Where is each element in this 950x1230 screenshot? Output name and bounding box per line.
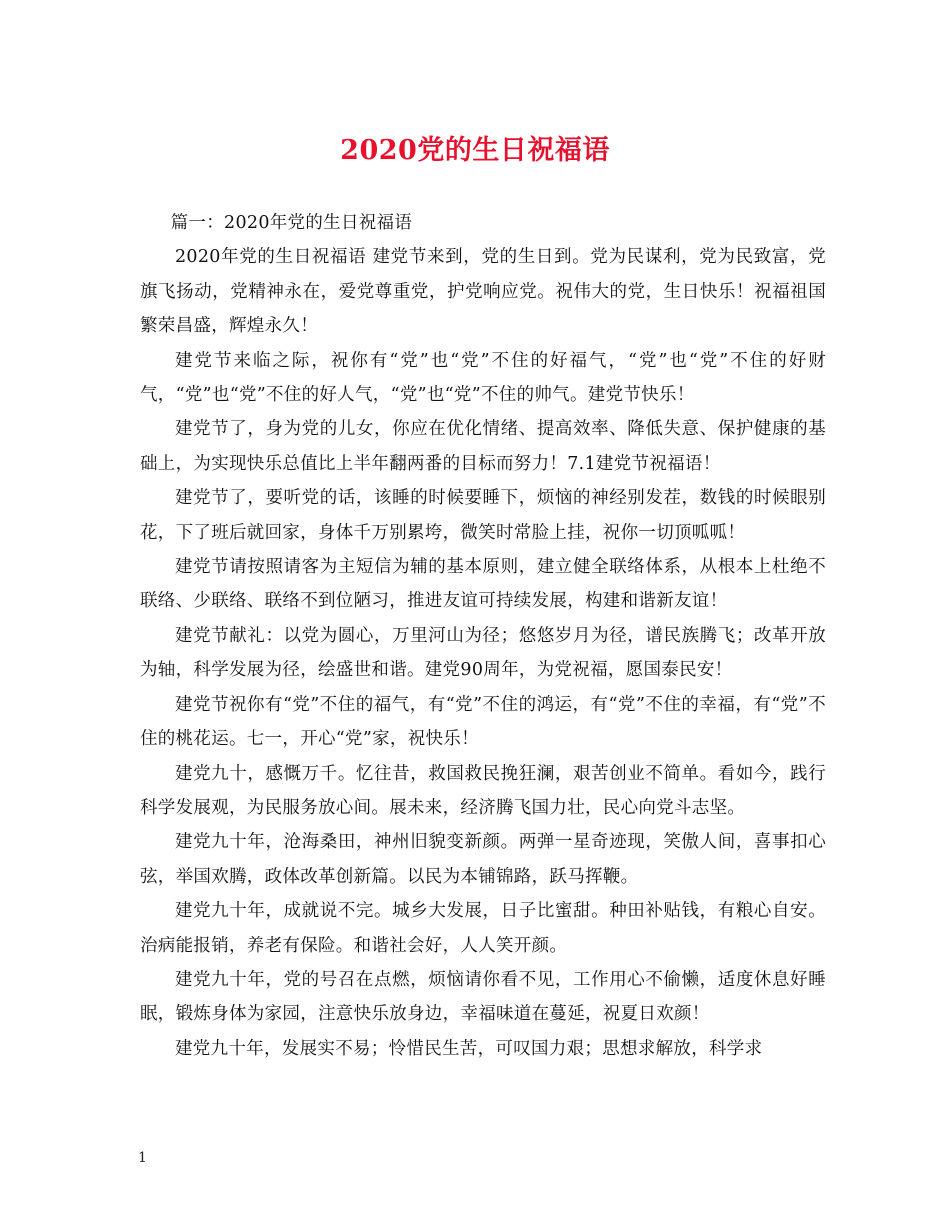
paragraph-6: 建党节献礼：以党为圆心，万里河山为径；悠悠岁月为径，谱民族腾飞；改革开放为轴，科学发展为径，绘盛世和谐。建党90周年，为党祝福，愿国泰民安！: [140, 625, 826, 681]
paragraph-1: 2020年党的生日祝福语 建党节来到，党的生日到。党为民谋利，党为民致富，党旗飞扬动，党精神永在，爱党尊重党，护党响应党。祝伟大的党，生日快乐！祝福祖国繁荣昌盛，辉煌永久！: [140, 247, 826, 337]
paragraph-8: 建党九十，感慨万千。忆往昔，救国救民挽狂澜，艰苦创业不简单。看如今，践行科学发展观，为民服务放心间。展未来，经济腾飞国力壮，民心向党斗志坚。: [140, 763, 826, 818]
section-label: 篇一：2020年党的生日祝福语: [170, 213, 413, 233]
page-number: 1: [138, 1150, 147, 1166]
paragraph-11: 建党九十年，党的号召在点燃，烦恼请你看不见，工作用心不偷懒，适度休息好睡眠，锻炼身体为家园，注意快乐放身边，幸福味道在蔓延，祝夏日欢颜！: [140, 969, 826, 1025]
document-body: [140, 206, 826, 1066]
paragraph-2: 建党节来临之际，祝你有“党”也“党”不住的好福气，“党”也“党”不住的好财气，“党”也“党”不住的好人气，“党”也“党”不住的帅气。建党节快乐！: [140, 350, 826, 406]
paragraph-4: 建党节了，要听党的话，该睡的时候要睡下，烦恼的神经别发茬，数钱的时候眼别花，下了班后就回家，身体千万别累垮，微笑时常脸上挂，祝你一切顶呱呱！: [140, 488, 826, 543]
document-title: 2020党的生日祝福语: [340, 135, 610, 166]
paragraph-9: 建党九十年，沧海桑田，神州旧貌变新颜。两弹一星奇迹现，笑傲人间，喜事扣心弦，举国欢腾，政体改革创新篇。以民为本铺锦路，跃马挥鞭。: [140, 832, 826, 887]
paragraph-10: 建党九十年，成就说不完。城乡大发展，日子比蜜甜。种田补贴钱，有粮心自安。治病能报销，养老有保险。和谐社会好，人人笑开颜。: [140, 901, 826, 956]
paragraph-5: 建党节请按照请客为主短信为辅的基本原则，建立健全联络体系，从根本上杜绝不联络、少联络、联络不到位陋习，推进友谊可持续发展，构建和谐新友谊！: [140, 557, 826, 612]
paragraph-7: 建党节祝你有“党”不住的福气，有“党”不住的鸿运，有“党”不住的幸福，有“党”不住的桃花运。七一，开心“党”家，祝快乐！: [140, 694, 826, 750]
paragraph-3: 建党节了，身为党的儿女，你应在优化情绪、提高效率、降低失意、保护健康的基础上，为实现快乐总值比上半年翻两番的目标而努力！7.1建党节祝福语！: [140, 419, 826, 474]
paragraph-12: 建党九十年，发展实不易；怜惜民生苦，可叹国力艰；思想求解放，科学求: [175, 1038, 763, 1059]
